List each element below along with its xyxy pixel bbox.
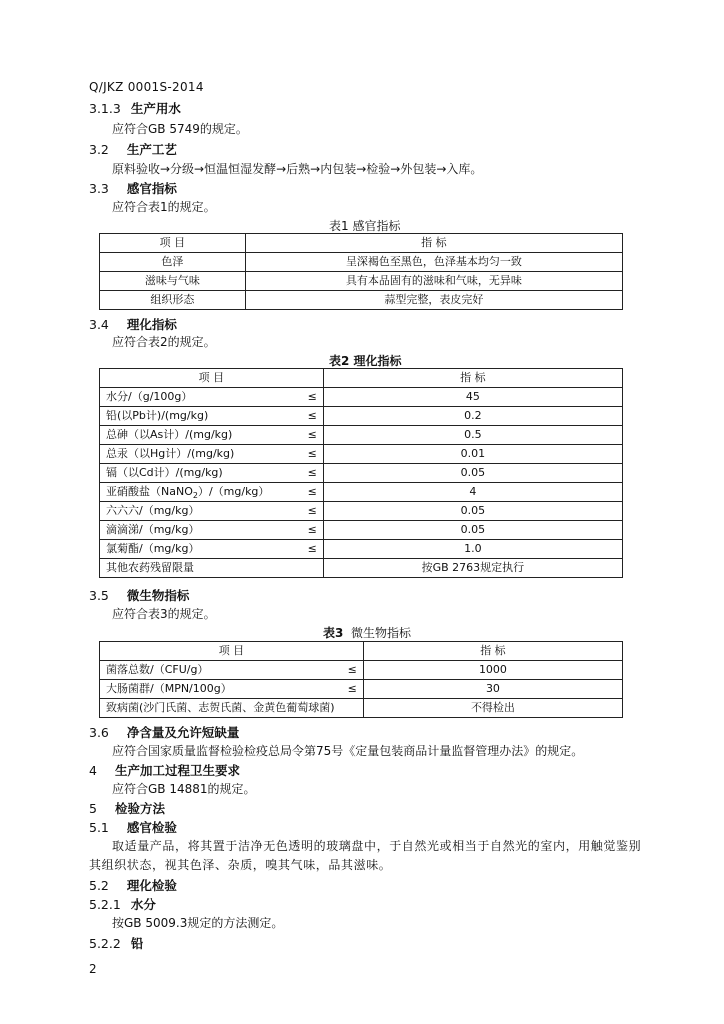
item-label: 菌落总数/（CFU/g） bbox=[106, 663, 209, 676]
section-5-2-2-heading bbox=[89, 934, 143, 952]
table-row bbox=[100, 502, 623, 521]
table-row bbox=[100, 661, 623, 680]
table-row bbox=[100, 291, 623, 310]
table-row bbox=[100, 680, 623, 699]
item-label: 铅(以Pb计)/(mg/kg) bbox=[106, 409, 209, 422]
table-header-cell: 项 目 bbox=[100, 234, 246, 253]
le-symbol: ≤ bbox=[307, 409, 317, 422]
table-cell: 其他农药残留限量 bbox=[100, 559, 324, 578]
item-label: 镉（以Cd计）/(mg/kg) bbox=[106, 466, 223, 479]
table-cell bbox=[100, 388, 324, 407]
section-3-6-heading bbox=[89, 723, 239, 741]
table-cell bbox=[100, 483, 324, 502]
table-cell: 0.05 bbox=[323, 502, 622, 521]
table-cell: 0.05 bbox=[323, 464, 622, 483]
section-number: 3.3 bbox=[89, 181, 109, 196]
table-row bbox=[100, 483, 623, 502]
table2-caption: 表2 理化指标 bbox=[329, 354, 402, 368]
section-3-5-text: 应符合表3的规定。 bbox=[112, 607, 216, 621]
table-cell bbox=[100, 540, 324, 559]
table-cell: 1.0 bbox=[323, 540, 622, 559]
table-header-cell: 指 标 bbox=[245, 234, 622, 253]
table-cell: 4 bbox=[323, 483, 622, 502]
table-cell: 0.2 bbox=[323, 407, 622, 426]
table-cell: 蒜型完整，表皮完好 bbox=[245, 291, 622, 310]
section-title: 感官指标 bbox=[126, 181, 177, 196]
le-symbol: ≤ bbox=[307, 542, 317, 555]
table-header-row bbox=[100, 642, 623, 661]
section-number: 3.1.3 bbox=[89, 101, 121, 116]
section-3-5-heading bbox=[89, 586, 189, 604]
table-cell: 0.01 bbox=[323, 445, 622, 464]
table-cell: 按GB 2763规定执行 bbox=[323, 559, 622, 578]
item-label: 水分/（g/100g） bbox=[106, 390, 193, 403]
section-4-heading bbox=[89, 761, 240, 779]
table2-physicochemical bbox=[99, 368, 623, 578]
table3-caption-title: 微生物指标 bbox=[351, 626, 412, 640]
item-label: 大肠菌群/（MPN/100g） bbox=[106, 682, 232, 695]
table-row bbox=[100, 426, 623, 445]
section-title: 感官检验 bbox=[126, 820, 177, 835]
section-number: 3.6 bbox=[89, 725, 109, 740]
table-header-cell: 项 目 bbox=[100, 369, 324, 388]
section-number: 5.2.1 bbox=[89, 897, 121, 912]
section-5-2-1-text: 按GB 5009.3规定的方法测定。 bbox=[112, 916, 284, 930]
table-header-row bbox=[100, 369, 623, 388]
section-number: 5.1 bbox=[89, 820, 109, 835]
le-symbol: ≤ bbox=[307, 428, 317, 441]
table-cell bbox=[100, 502, 324, 521]
section-3-6-text: 应符合国家质量监督检验检疫总局令第75号《定量包装商品计量监督管理办法》的规定。 bbox=[112, 744, 584, 758]
table-row bbox=[100, 559, 623, 578]
section-3-3-heading bbox=[89, 179, 177, 197]
le-symbol: ≤ bbox=[307, 485, 317, 498]
table-cell: 1000 bbox=[363, 661, 622, 680]
item-label: 总砷（以As计）/(mg/kg) bbox=[106, 428, 233, 441]
table-row bbox=[100, 464, 623, 483]
le-symbol: ≤ bbox=[307, 523, 317, 536]
table-cell: 组织形态 bbox=[100, 291, 246, 310]
table-header-cell: 指 标 bbox=[363, 642, 622, 661]
section-title: 微生物指标 bbox=[126, 588, 190, 603]
table-cell bbox=[100, 521, 324, 540]
table3-caption-number: 表3 bbox=[323, 626, 344, 640]
section-5-2-heading bbox=[89, 876, 177, 894]
section-number: 4 bbox=[89, 763, 97, 778]
table-row bbox=[100, 699, 623, 718]
le-symbol: ≤ bbox=[307, 447, 317, 460]
section-title: 生产用水 bbox=[130, 101, 181, 116]
section-3-1-3-text: 应符合GB 5749的规定。 bbox=[112, 122, 248, 136]
section-number: 3.5 bbox=[89, 588, 109, 603]
table-row bbox=[100, 272, 623, 291]
le-symbol: ≤ bbox=[307, 466, 317, 479]
table-cell: 45 bbox=[323, 388, 622, 407]
item-label: 亚硝酸盐（NaNO bbox=[106, 485, 193, 498]
subscript: 2 bbox=[192, 491, 198, 501]
section-title: 检验方法 bbox=[114, 801, 165, 816]
section-title: 理化指标 bbox=[126, 317, 177, 332]
table-cell bbox=[100, 407, 324, 426]
le-symbol: ≤ bbox=[307, 504, 317, 517]
section-number: 5 bbox=[89, 801, 97, 816]
table3-microbial bbox=[99, 641, 623, 718]
table1-caption: 表1 感官指标 bbox=[329, 219, 401, 233]
section-4-text: 应符合GB 14881的规定。 bbox=[112, 782, 256, 796]
section-3-4-heading bbox=[89, 315, 177, 333]
le-symbol: ≤ bbox=[347, 663, 357, 676]
table-row bbox=[100, 521, 623, 540]
section-title: 净含量及允许短缺量 bbox=[126, 725, 240, 740]
section-5-1-text-line1: 取适量产品，将其置于洁净无色透明的玻璃盘中，于自然光或相当于自然光的室内，用触觉鉴别 bbox=[112, 839, 642, 853]
item-label-unit: ）/（mg/kg） bbox=[197, 485, 270, 498]
section-5-1-heading bbox=[89, 818, 177, 836]
table-cell: 色泽 bbox=[100, 253, 246, 272]
section-3-2-heading bbox=[89, 140, 177, 158]
section-3-4-text: 应符合表2的规定。 bbox=[112, 335, 216, 349]
table-header-cell: 指 标 bbox=[323, 369, 622, 388]
table-header-row bbox=[100, 234, 623, 253]
table-cell bbox=[100, 680, 364, 699]
section-number: 5.2.2 bbox=[89, 936, 121, 951]
table-cell: 0.05 bbox=[323, 521, 622, 540]
item-label: 氯菊酯/（mg/kg） bbox=[106, 542, 200, 555]
section-title: 铅 bbox=[130, 936, 144, 951]
table-cell bbox=[100, 464, 324, 483]
table-cell: 30 bbox=[363, 680, 622, 699]
section-number: 5.2 bbox=[89, 878, 109, 893]
section-5-1-text-line2: 其组织状态，视其色泽、杂质，嗅其气味，品其滋味。 bbox=[89, 858, 392, 872]
section-title: 生产加工过程卫生要求 bbox=[114, 763, 240, 778]
section-title: 水分 bbox=[130, 897, 156, 912]
table-row bbox=[100, 407, 623, 426]
table-row bbox=[100, 540, 623, 559]
table3-caption bbox=[323, 624, 411, 641]
table-cell bbox=[100, 426, 324, 445]
table-cell: 滋味与气味 bbox=[100, 272, 246, 291]
section-3-3-text: 应符合表1的规定。 bbox=[112, 200, 216, 214]
table-cell: 具有本品固有的滋味和气味，无异味 bbox=[245, 272, 622, 291]
section-title: 理化检验 bbox=[126, 878, 177, 893]
section-5-heading bbox=[89, 799, 165, 817]
section-number: 3.4 bbox=[89, 317, 109, 332]
page-number: 2 bbox=[89, 962, 97, 976]
section-number: 3.2 bbox=[89, 142, 109, 157]
standard-code: Q/JKZ 0001S-2014 bbox=[89, 80, 204, 94]
table-header-cell: 项 目 bbox=[100, 642, 364, 661]
section-5-2-1-heading bbox=[89, 895, 156, 913]
table-cell bbox=[100, 445, 324, 464]
table-cell bbox=[100, 661, 364, 680]
table-cell: 不得检出 bbox=[363, 699, 622, 718]
table-cell: 呈深褐色至黑色，色泽基本均匀一致 bbox=[245, 253, 622, 272]
table-row bbox=[100, 253, 623, 272]
section-title: 生产工艺 bbox=[126, 142, 177, 157]
table-cell: 0.5 bbox=[323, 426, 622, 445]
le-symbol: ≤ bbox=[347, 682, 357, 695]
item-label: 总汞（以Hg计）/(mg/kg) bbox=[106, 447, 235, 460]
item-label: 六六六/（mg/kg） bbox=[106, 504, 200, 517]
table-cell: 致病菌(沙门氏菌、志贺氏菌、金黄色葡萄球菌) bbox=[100, 699, 364, 718]
le-symbol: ≤ bbox=[307, 390, 317, 403]
item-label: 滴滴涕/（mg/kg） bbox=[106, 523, 200, 536]
table-row bbox=[100, 388, 623, 407]
table1-sensory bbox=[99, 233, 623, 310]
table-row bbox=[100, 445, 623, 464]
section-3-2-text: 原料验收→分级→恒温恒湿发酵→后熟→内包装→检验→外包装→入库。 bbox=[112, 162, 483, 176]
section-3-1-3-heading bbox=[89, 99, 181, 117]
